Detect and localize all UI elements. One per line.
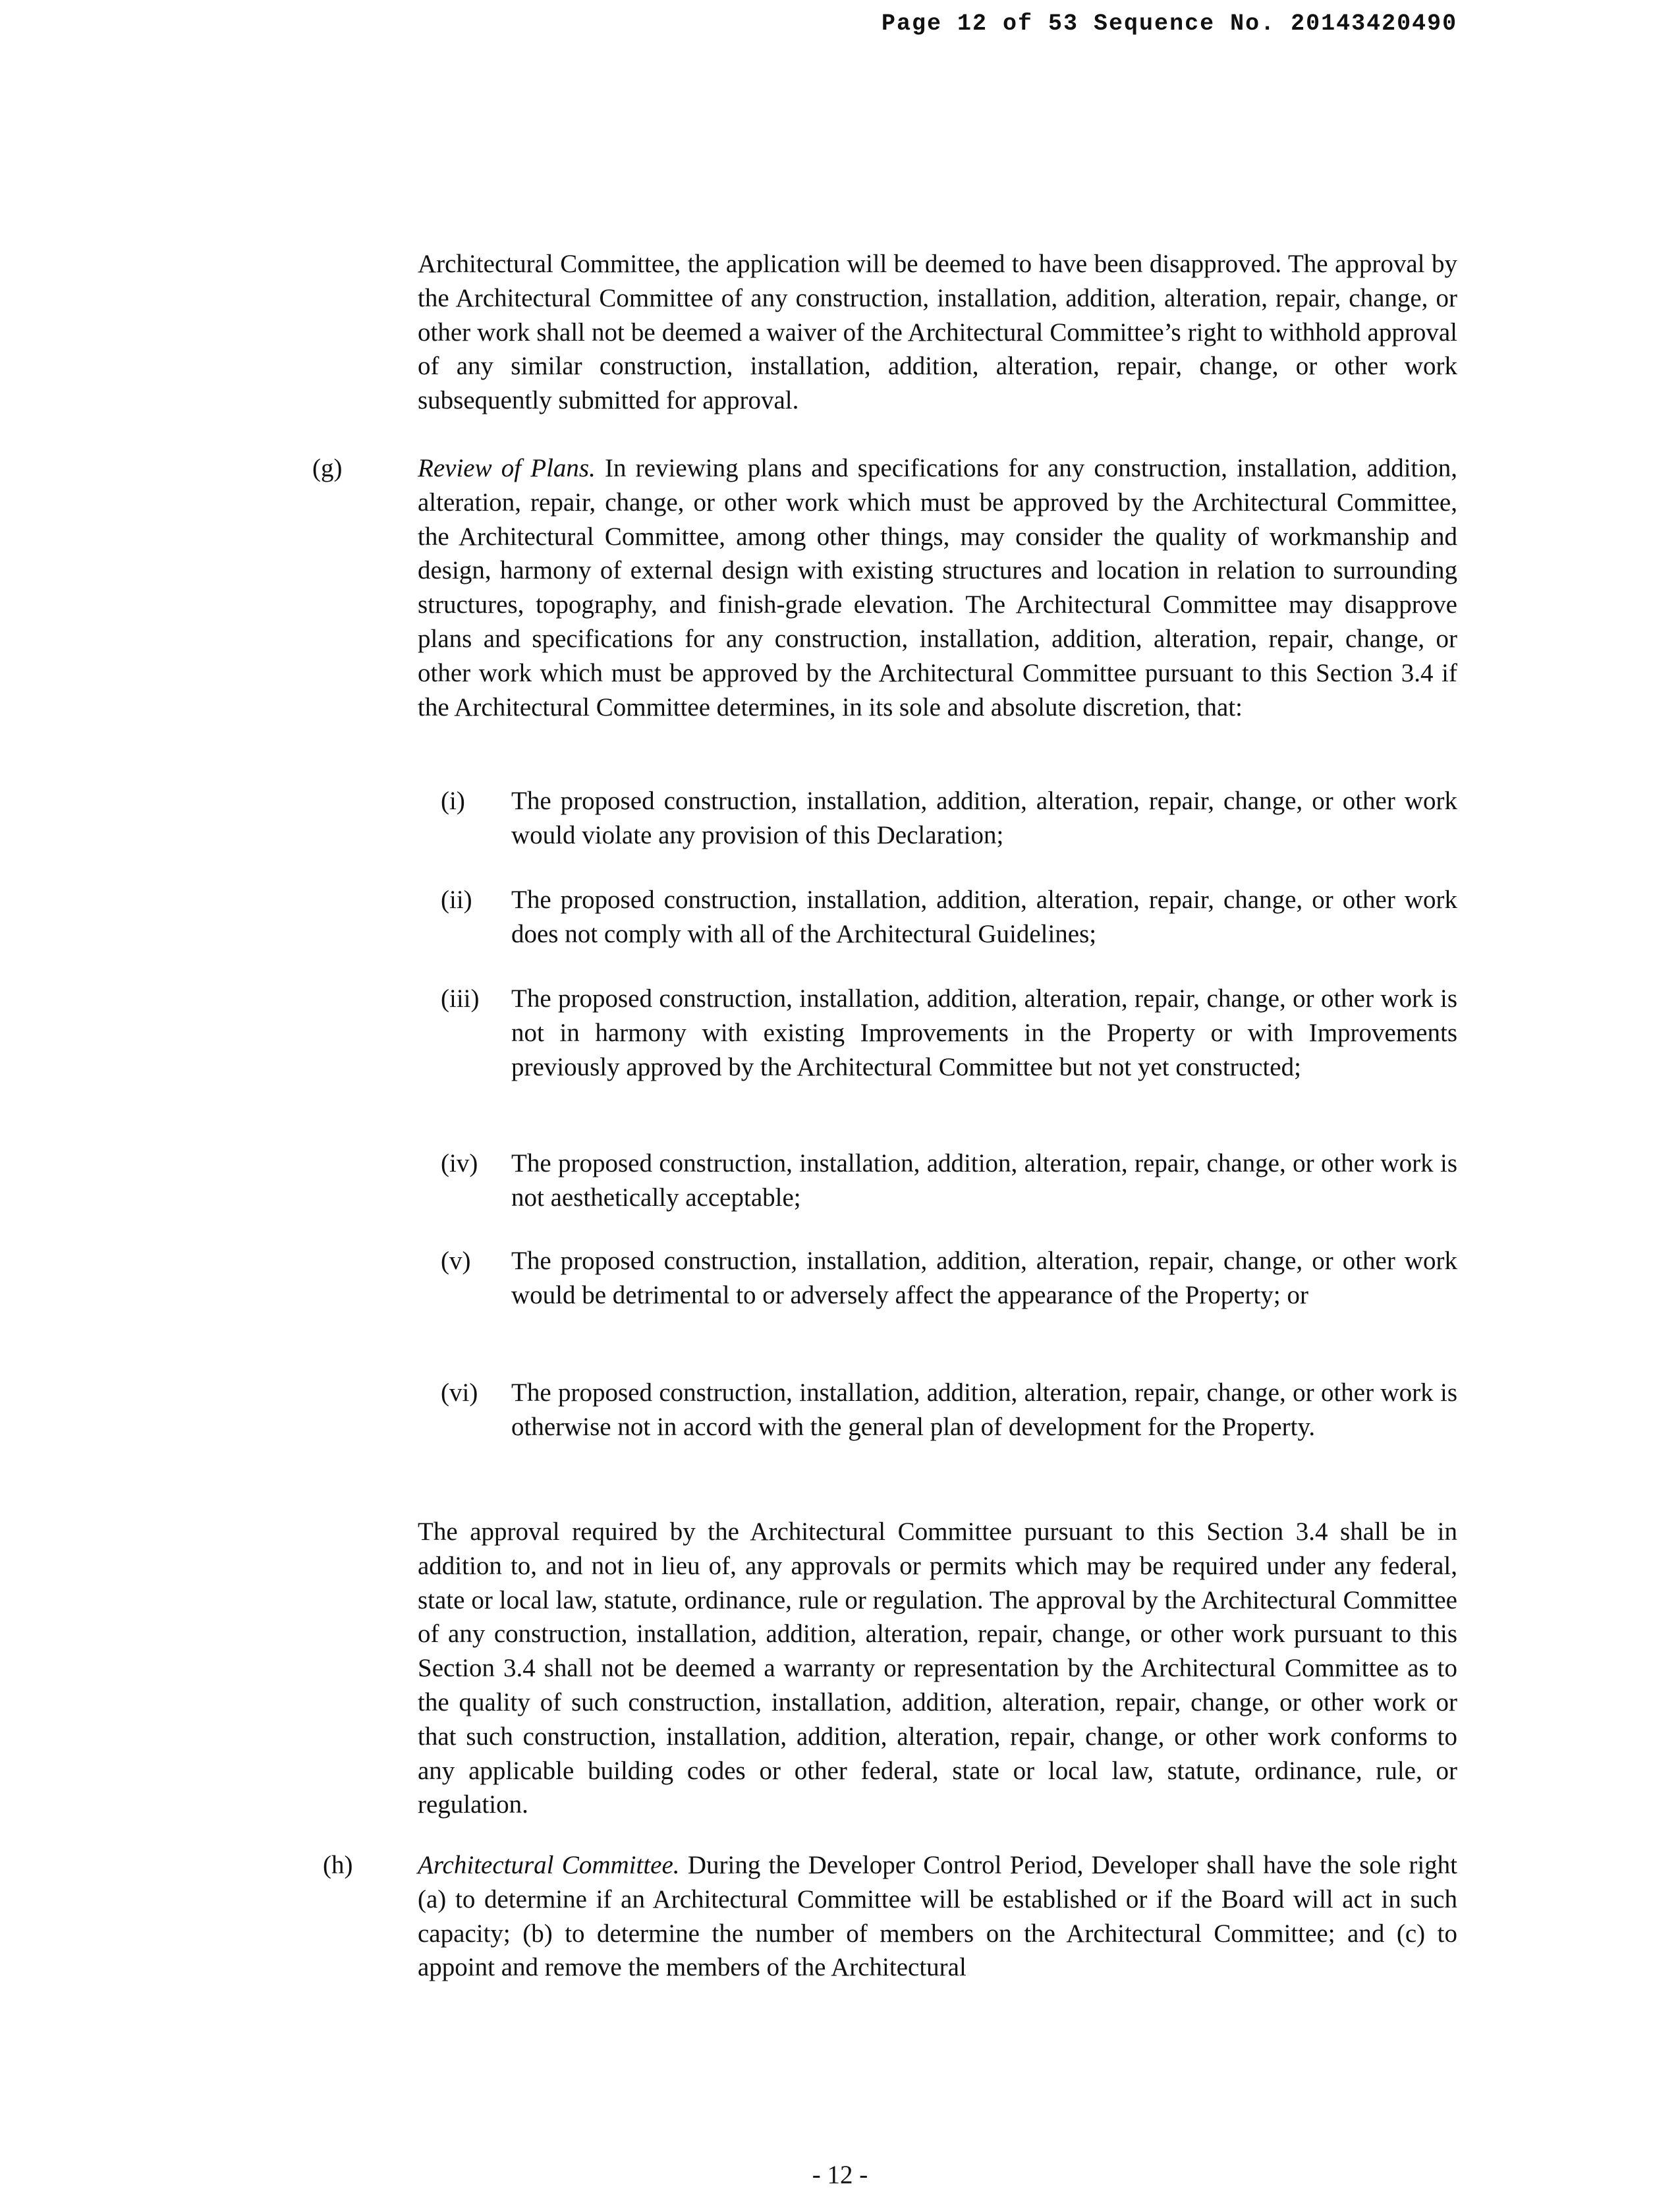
item-text: The proposed construction, installation, addition, alteration, repair, change, or other work is not in harmony with existing Improvements in the Property or with Improvements previously approved by the Architectural Committee but not yet constructed; [511, 984, 1457, 1081]
section-g-heading: Review of Plans. [418, 454, 596, 482]
item-text: The proposed construction, installation, addition, alteration, repair, change, or other work does not comply with all of the Architectural Guidelines; [511, 886, 1457, 948]
item-label: (v) [441, 1247, 471, 1275]
item-text: The proposed construction, installation, addition, alteration, repair, change, or other work is not aesthetically acceptable; [511, 1149, 1457, 1212]
section-h-text: During the Developer Control Period, Developer shall have the sole right (a) to determine if an Architectural Committee will be established or if the Board will act in such capacity; (b) to determine the number of members on the Architectural Committee; and (c) to appoint and remove the members of the Architectural [418, 1851, 1457, 1982]
page-number: - 12 - [812, 2161, 868, 2189]
item-label: (i) [441, 787, 465, 815]
item-label: (ii) [441, 886, 472, 914]
item-text: The proposed construction, installation, addition, alteration, repair, change, or other work would violate any provision of this Declaration; [511, 787, 1457, 849]
item-text: The proposed construction, installation, addition, alteration, repair, change, or other work is otherwise not in accord with the general plan of development for the Property. [511, 1378, 1457, 1441]
continuation-paragraph: Architectural Committee, the application will be deemed to have been disapproved. The approval by the Architectural Committee of any construction, installation, addition, alteration, repair, change, or other work shall not be deemed a waiver of the Architectural Committee’s right to withhold approval of any similar construction, installation, addition, alteration, repair, change, or other work subsequently submitted for approval. [418, 250, 1457, 415]
item-label: (iii) [441, 984, 480, 1013]
section-h-paragraph [418, 1848, 1457, 1985]
item-label: (vi) [441, 1378, 478, 1407]
section-g-paragraph [418, 451, 1457, 724]
section-h-label: (h) [323, 1851, 353, 1879]
section-g-text: In reviewing plans and specifications for any construction, installation, addition, alteration, repair, change, or other work which must be approved by the Architectural Committee, the Architectural Committee, among other things, may consider the quality of workmanship and design, harmony of external design with existing structures and location in relation to surrounding structures, topography, and finish-grade elevation. The Architectural Committee may disapprove plans and specifications for any construction, installation, addition, alteration, repair, change, or other work which must be approved by the Architectural Committee pursuant to this Section 3.4 if the Architectural Committee determines, in its sole and absolute discretion, that: [418, 454, 1457, 722]
page-header: Page 12 of 53 Sequence No. 20143420490 [882, 11, 1458, 37]
item-label: (iv) [441, 1149, 478, 1177]
section-h-heading: Architectural Committee. [418, 1851, 680, 1879]
item-text: The proposed construction, installation, addition, alteration, repair, change, or other work would be detrimental to or adversely affect the appearance of the Property; or [511, 1247, 1457, 1309]
section-g-label: (g) [312, 454, 343, 482]
approval-paragraph: The approval required by the Architectural Committee pursuant to this Section 3.4 shall be in addition to, and not in lieu of, any approvals or permits which may be required under any federal, state or local law, statute, ordinance, rule or regulation. The approval by the Architectural Committee of any construction, installation, addition, alteration, repair, change, or other work pursuant to this Section 3.4 shall not be deemed a warranty or representation by the Architectural Committee as to the quality of such construction, installation, addition, alteration, repair, change, or other work or that such construction, installation, addition, alteration, repair, change, or other work conforms to any applicable building codes or other federal, state or local law, statute, ordinance, rule, or regulation. [418, 1517, 1457, 1819]
